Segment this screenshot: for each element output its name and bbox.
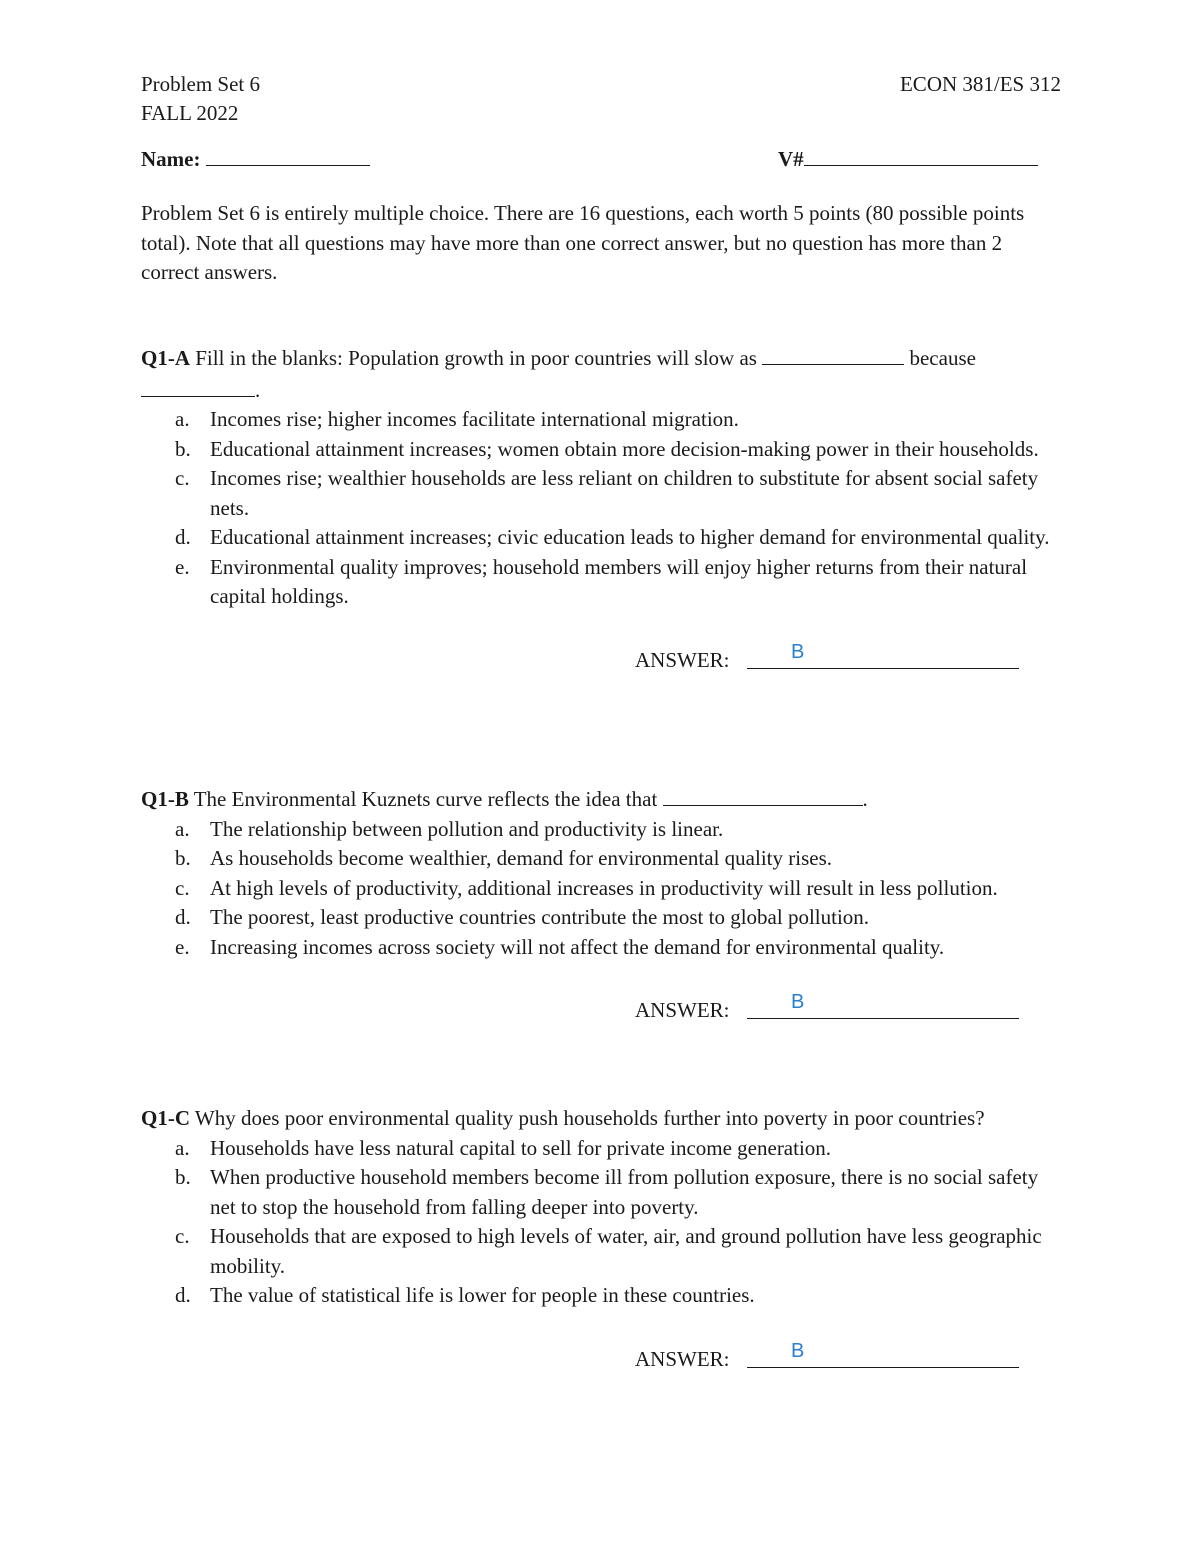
option-list bbox=[141, 405, 1061, 612]
question-q1-a bbox=[141, 342, 1061, 676]
option-letter: b. bbox=[175, 436, 191, 461]
problem-set-page bbox=[141, 70, 1061, 1371]
option-letter: e. bbox=[175, 554, 190, 579]
answer-label: ANSWER: bbox=[635, 647, 730, 672]
answer-value[interactable]: B bbox=[791, 640, 805, 663]
name-field[interactable] bbox=[206, 143, 370, 166]
problem-set-title: Problem Set 6 bbox=[141, 72, 260, 96]
answer-label: ANSWER: bbox=[635, 998, 730, 1022]
option-text: At high levels of productivity, additional increases in productivity will result in less pollution. bbox=[210, 875, 998, 900]
option-text: The relationship between pollution and productivity is linear. bbox=[210, 816, 724, 841]
option-letter: d. bbox=[175, 905, 191, 929]
option-letter: c. bbox=[175, 466, 190, 490]
name-block bbox=[141, 143, 370, 175]
answer-value[interactable]: B bbox=[791, 1339, 805, 1362]
option-letter: e. bbox=[175, 934, 190, 959]
option-text: Educational attainment increases; civic education leads to higher demand for environmental quality. bbox=[210, 525, 1050, 549]
option-letter: c. bbox=[175, 875, 190, 900]
question-stem bbox=[141, 1104, 1061, 1134]
option-list bbox=[141, 815, 1061, 963]
answer-line bbox=[747, 668, 1019, 669]
instructions-paragraph: Problem Set 6 is entirely multiple choice. There are 16 questions, each worth 5 points (80 possible points total). Note that all questions may have more than one correct answer, but no question has more than 2 correct answers. bbox=[141, 201, 1025, 284]
option-text: Environmental quality improves; household members will enjoy higher returns from their natural capital holdings. bbox=[210, 554, 1028, 608]
student-info-row bbox=[141, 143, 1061, 173]
question-text-end: . bbox=[862, 787, 868, 811]
header-row bbox=[141, 70, 1061, 99]
option-letter: c. bbox=[175, 1224, 190, 1248]
fill-blank-2 bbox=[141, 374, 255, 397]
option-text: The poorest, least productive countries contribute the most to global pollution. bbox=[210, 905, 870, 929]
term-label: FALL 2022 bbox=[141, 101, 239, 125]
option-e[interactable] bbox=[141, 933, 1061, 963]
option-a[interactable] bbox=[141, 405, 1061, 435]
option-text: As households become wealthier, demand for environmental quality rises. bbox=[210, 846, 832, 870]
fill-blank-1 bbox=[663, 783, 863, 806]
question-text-part1: Why does poor environmental quality push households further into poverty in poor countries? bbox=[194, 1106, 985, 1130]
option-a[interactable] bbox=[141, 1134, 1061, 1164]
question-q1-b bbox=[141, 783, 1061, 1026]
option-b[interactable] bbox=[141, 1163, 1061, 1222]
answer-line bbox=[747, 1367, 1019, 1368]
option-b[interactable] bbox=[141, 844, 1061, 874]
option-e[interactable] bbox=[141, 553, 1061, 612]
answer-line bbox=[747, 1018, 1019, 1019]
question-text-part2: because bbox=[909, 346, 976, 370]
option-letter: d. bbox=[175, 525, 191, 549]
option-text: Increasing incomes across society will not affect the demand for environmental quality. bbox=[210, 934, 945, 959]
question-stem bbox=[141, 342, 1061, 405]
option-d[interactable] bbox=[141, 903, 1061, 933]
option-letter: a. bbox=[175, 1135, 190, 1160]
v-number-label: V# bbox=[778, 147, 804, 171]
option-b[interactable] bbox=[141, 435, 1061, 465]
option-letter: a. bbox=[175, 407, 190, 431]
option-text: The value of statistical life is lower for people in these countries. bbox=[210, 1283, 755, 1307]
option-letter: b. bbox=[175, 1165, 191, 1189]
option-letter: b. bbox=[175, 846, 191, 870]
option-text: Educational attainment increases; women obtain more decision-making power in their households. bbox=[210, 436, 1039, 461]
question-stem bbox=[141, 783, 1061, 815]
answer-row bbox=[141, 992, 1061, 1026]
name-label: Name: bbox=[141, 147, 201, 171]
answer-value[interactable]: B bbox=[791, 991, 805, 1013]
option-c[interactable] bbox=[141, 464, 1061, 523]
option-text: Households that are exposed to high levels of water, air, and ground pollution have less geographic mobility. bbox=[210, 1224, 1042, 1278]
option-text: When productive household members become ill from pollution exposure, there is no social safety net to stop the household from falling deeper into poverty. bbox=[210, 1165, 1039, 1219]
question-id: Q1-C bbox=[141, 1106, 190, 1130]
term-row bbox=[141, 99, 1061, 128]
option-d[interactable] bbox=[141, 523, 1061, 553]
answer-label: ANSWER: bbox=[635, 1346, 730, 1371]
option-text: Households have less natural capital to sell for private income generation. bbox=[210, 1135, 832, 1160]
question-text-part1: The Environmental Kuznets curve reflects the idea that bbox=[193, 787, 658, 811]
answer-row bbox=[141, 642, 1061, 676]
option-c[interactable] bbox=[141, 874, 1061, 904]
fill-blank-1 bbox=[762, 342, 904, 365]
option-letter: d. bbox=[175, 1283, 191, 1307]
option-d[interactable] bbox=[141, 1281, 1061, 1311]
option-text: Incomes rise; higher incomes facilitate international migration. bbox=[210, 407, 739, 431]
option-letter: a. bbox=[175, 816, 190, 841]
option-list bbox=[141, 1134, 1061, 1311]
option-c[interactable] bbox=[141, 1222, 1061, 1281]
option-text: Incomes rise; wealthier households are less reliant on children to substitute for absent social safety nets. bbox=[210, 466, 1039, 520]
course-code: ECON 381/ES 312 bbox=[899, 72, 1061, 96]
option-a[interactable] bbox=[141, 815, 1061, 845]
question-q1-c bbox=[141, 1104, 1061, 1375]
question-text-part1: Fill in the blanks: Population growth in poor countries will slow as bbox=[195, 346, 757, 370]
v-number-field[interactable] bbox=[804, 143, 1038, 166]
question-id: Q1-A bbox=[141, 346, 190, 370]
question-text-end: . bbox=[255, 377, 261, 402]
v-number-block bbox=[778, 143, 1038, 175]
answer-row bbox=[141, 1341, 1061, 1375]
question-id: Q1-B bbox=[141, 787, 189, 811]
